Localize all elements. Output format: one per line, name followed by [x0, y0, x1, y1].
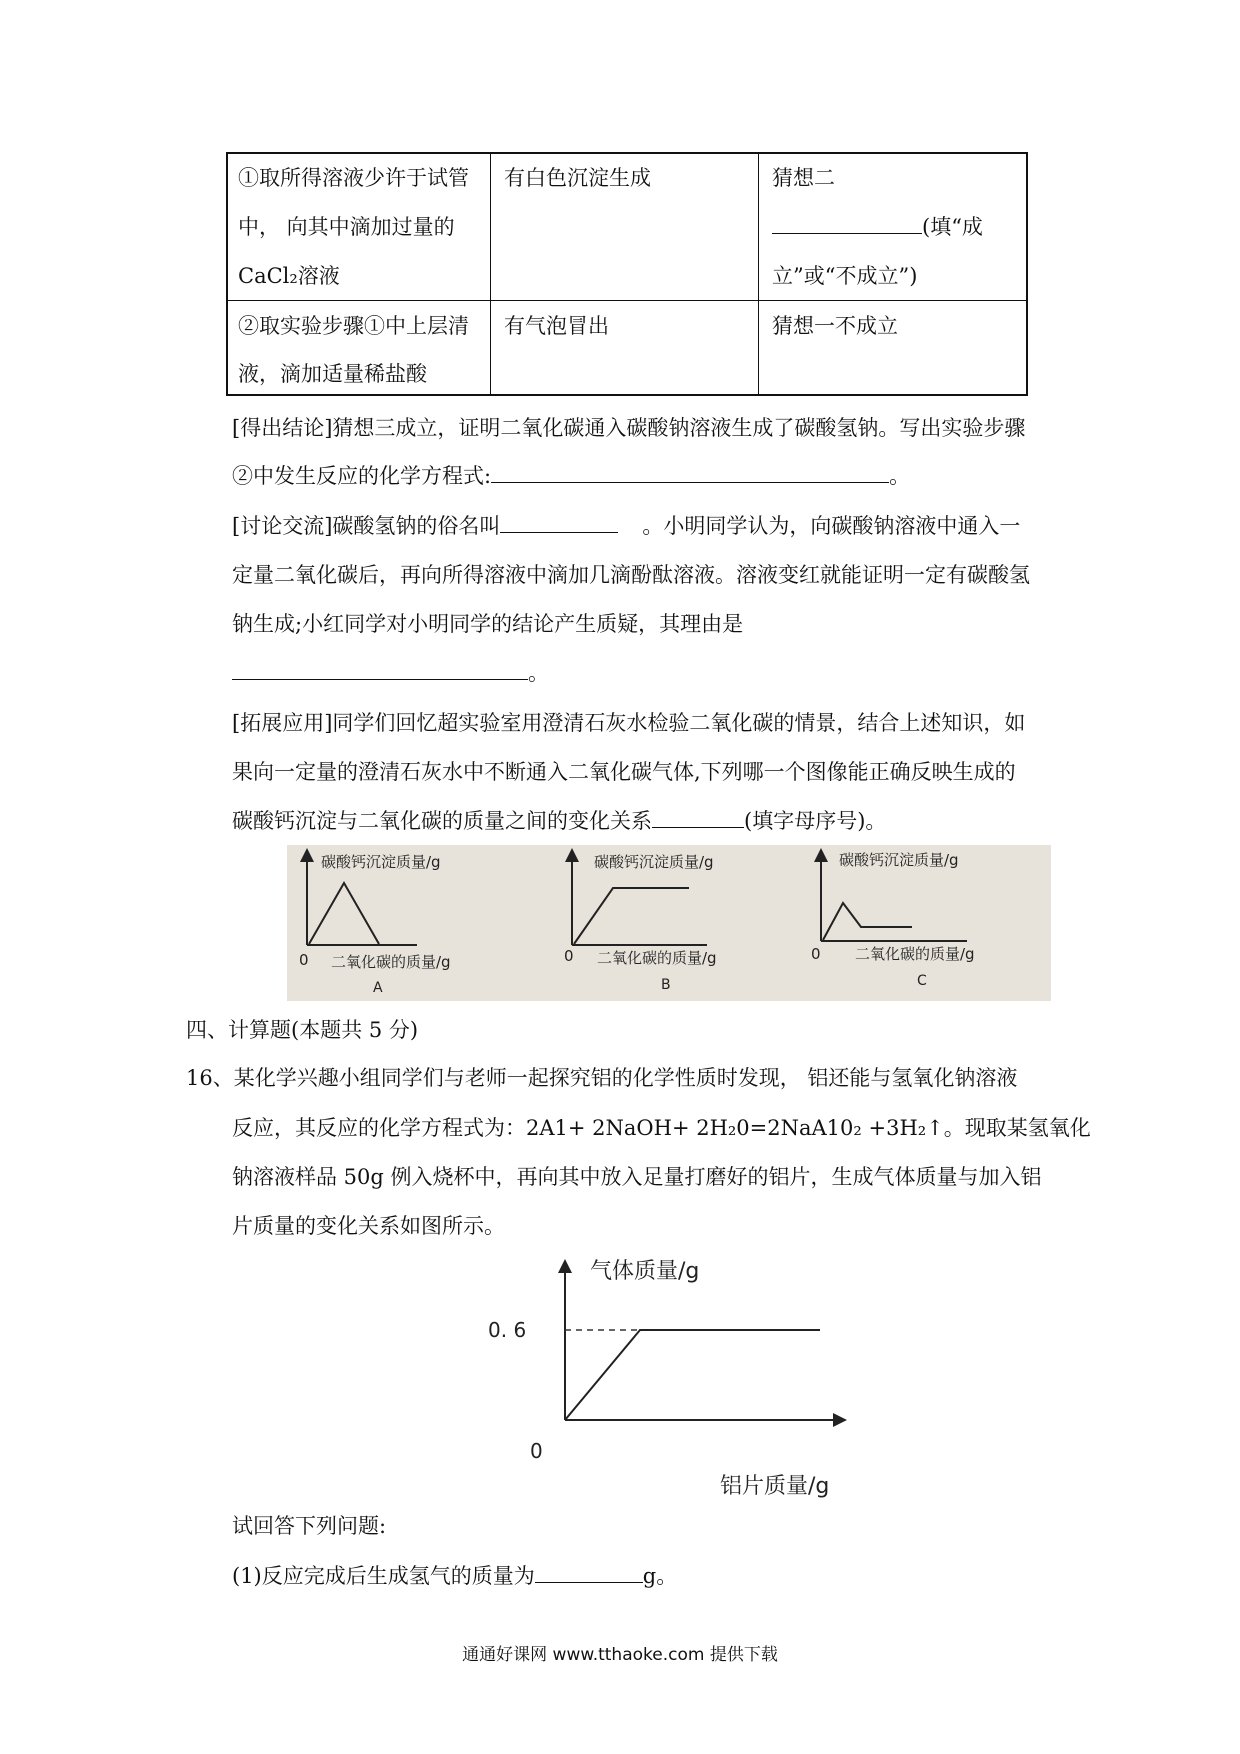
- graph-c-label: C: [917, 973, 927, 989]
- answer-blank[interactable]: [652, 826, 744, 828]
- conclusion-text: [得出结论]猜想三成立，证明二氧化碳通入碳酸钠溶液生成了碳酸氢钠。写出实验步骤: [232, 416, 1026, 440]
- answer-blank[interactable]: [500, 531, 618, 533]
- choice-graph-b: [564, 853, 717, 993]
- page-footer: 通通好课网 www.tthaoke.com 提供下载: [462, 1645, 778, 1665]
- table-cell-conclusion: (填“成: [772, 217, 983, 238]
- table-cell-step: CaCl₂溶液: [238, 264, 340, 288]
- graph-b-curve: [574, 888, 689, 944]
- discussion-text: 定量二氧化碳后，再向所得溶液中滴加几滴酚酞溶液。溶液变红就能证明一定有碳酸氢: [232, 563, 1030, 587]
- graph-b-label: B: [661, 977, 671, 993]
- question-16-text: 钠溶液样品 50g 例入烧杯中，再向其中放入足量打磨好的铝片，生成气体质量与加入铝: [232, 1165, 1042, 1189]
- answer-blank[interactable]: [535, 1581, 643, 1583]
- graph-a-xlabel: 二氧化碳的质量/g: [331, 953, 451, 971]
- discussion-reason-line: 。: [232, 663, 549, 684]
- graph-b-ylabel: 碳酸钙沉淀质量/g: [594, 853, 714, 871]
- experiment-table: [226, 152, 1028, 396]
- graph-c-ylabel: 碳酸钙沉淀质量/g: [839, 851, 959, 869]
- section-heading: 四、计算题(本题共 5 分): [186, 1018, 419, 1042]
- graph-a-origin: 0: [299, 951, 309, 969]
- graph-b-xlabel: 二氧化碳的质量/g: [597, 949, 717, 967]
- graph-a-curve: [309, 883, 379, 944]
- graph-c-curve: [823, 903, 912, 940]
- graph-b-origin: 0: [564, 947, 574, 965]
- choice-graph-c: [811, 851, 975, 989]
- graph-a-ylabel: 碳酸钙沉淀质量/g: [321, 853, 441, 871]
- choice-graph-a: [299, 853, 451, 996]
- graph-c-origin: 0: [811, 945, 821, 963]
- table-cell-conclusion: 猜想二: [772, 166, 835, 190]
- choice-graphs-image: [287, 845, 1051, 1001]
- extension-text: [拓展应用]同学们回忆超实验室用澄清石灰水检验二氧化碳的情景，结合上述知识，如: [232, 711, 1026, 735]
- chart-y-tick-label: 0. 6: [488, 1318, 527, 1342]
- extension-text: 果向一定量的澄清石灰水中不断通入二氧化碳气体,下列哪一个图像能正确反映生成的: [232, 760, 1016, 784]
- answer-blank[interactable]: [232, 678, 528, 680]
- chart-ylabel: 气体质量/g: [590, 1259, 700, 1284]
- question-16-sub1: (1)反应完成后生成氢气的质量为 g。: [232, 1564, 678, 1588]
- table-row-divider: [228, 300, 1026, 301]
- chart-origin-label: 0: [530, 1439, 543, 1463]
- graph-c-xlabel: 二氧化碳的质量/g: [855, 945, 975, 963]
- table-cell-step: ①取所得溶液少许于试管: [238, 166, 469, 190]
- table-cell-conclusion: 立”或“不成立”): [772, 264, 918, 288]
- table-cell-phenomenon: 有气泡冒出: [504, 314, 609, 338]
- chart-xlabel: 铝片质量/g: [720, 1474, 830, 1499]
- extension-text: 碳酸钙沉淀与二氧化碳的质量之间的变化关系 (填字母序号)。: [232, 809, 887, 833]
- table-col-divider: [758, 154, 759, 394]
- question-16-text: 16、某化学兴趣小组同学们与老师一起探究铝的化学性质时发现， 铝还能与氢氧化钠溶液: [186, 1066, 1018, 1090]
- table-cell-step: 液，滴加适量稀盐酸: [238, 362, 427, 386]
- table-cell-step: 中， 向其中滴加过量的: [238, 215, 455, 239]
- graph-a-label: A: [373, 980, 383, 996]
- table-cell-phenomenon: 有白色沉淀生成: [504, 166, 651, 190]
- gas-mass-chart: [470, 1240, 870, 1510]
- answer-blank[interactable]: [772, 232, 922, 234]
- answer-blank[interactable]: [491, 481, 889, 483]
- conclusion-equation-line: ②中发生反应的化学方程式: 。: [232, 464, 911, 488]
- chart-series-line: [565, 1330, 820, 1420]
- discussion-text: 钠生成;小红同学对小明同学的结论产生质疑，其理由是: [232, 612, 744, 636]
- table-cell-step: ②取实验步骤①中上层清: [238, 314, 469, 338]
- question-prompt: 试回答下列问题:: [232, 1514, 387, 1538]
- question-16-text: 片质量的变化关系如图所示。: [232, 1214, 505, 1238]
- table-col-divider: [490, 154, 491, 394]
- discussion-text: [讨论交流]碳酸氢钠的俗名叫 。小明同学认为，向碳酸钠溶液中通入一: [232, 514, 1021, 538]
- table-cell-conclusion: 猜想一不成立: [772, 314, 898, 338]
- question-16-text: 反应，其反应的化学方程式为：2A1+ 2NaOH+ 2H₂0=2NaA10₂ +3H₂↑。现取某氢氧化: [232, 1116, 1091, 1140]
